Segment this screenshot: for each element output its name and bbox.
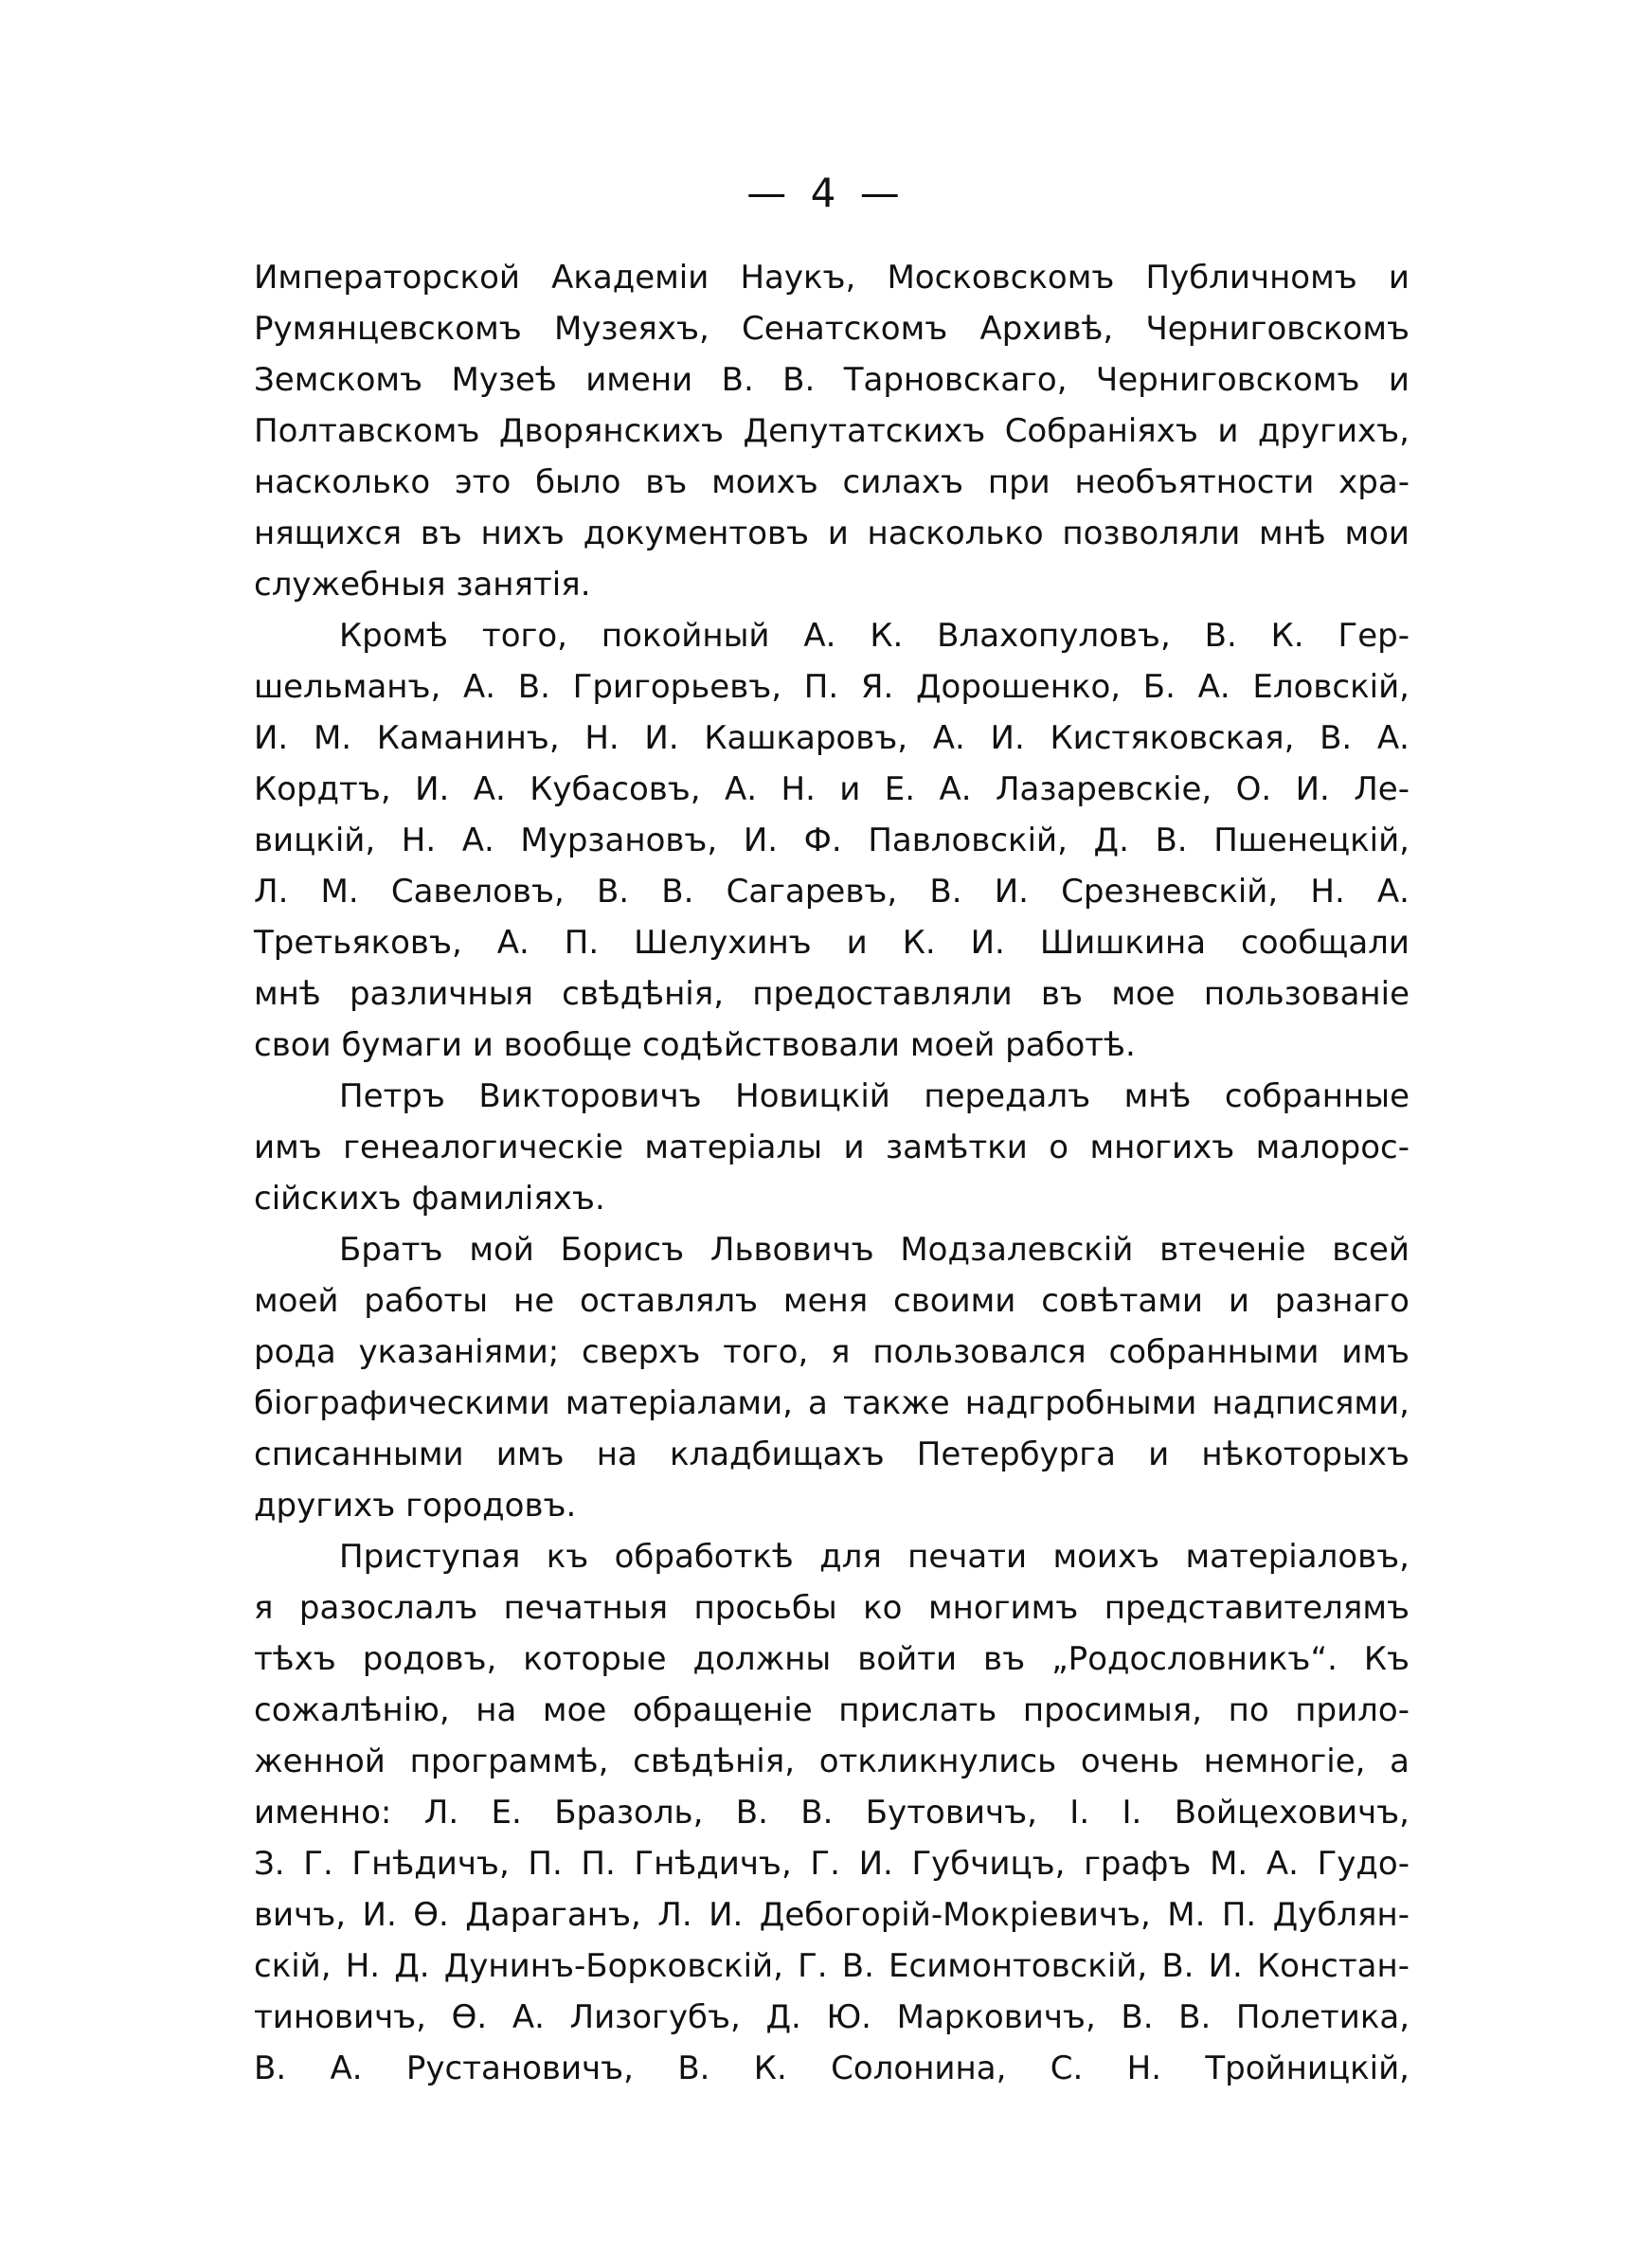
text-line: женной программѣ, свѣдѣнія, откликнулись очень немногіе, а (254, 1742, 1410, 1780)
paragraph (254, 610, 1410, 1071)
text-line: свои бумаги и вообще содѣйствовали моей работѣ. (254, 1026, 1136, 1064)
text-line: сійскихъ фамиліяхъ. (254, 1180, 605, 1218)
text-line: моей работы не оставлялъ меня своими совѣтами и разнаго (254, 1282, 1410, 1320)
text-line: именно: Л. Е. Бразоль, В. В. Бутовичъ, І. І. Войцеховичъ, (254, 1794, 1410, 1832)
paragraph (254, 1071, 1410, 1224)
text-line: шельманъ, А. В. Григорьевъ, П. Я. Дорошенко, Б. А. Еловскій, (254, 668, 1410, 706)
text-line: нящихся въ нихъ документовъ и насколько позволяли мнѣ мои (254, 515, 1410, 552)
text-line: тиновичъ, Ѳ. А. Лизогубъ, Д. Ю. Марковичъ, В. В. Полетика, (254, 1998, 1410, 2036)
text-line: вицкій, Н. А. Мурзановъ, И. Ф. Павловскій, Д. В. Пшенецкій, (254, 822, 1410, 859)
body-text (254, 252, 1410, 2094)
text-line: Кромѣ того, покойный А. К. Влахопуловъ, В. К. Гер- (339, 617, 1410, 655)
text-line: я разослалъ печатныя просьбы ко многимъ представителямъ (254, 1589, 1410, 1627)
text-line: Петръ Викторовичъ Новицкій передалъ мнѣ собранные (339, 1077, 1410, 1115)
text-line: И. М. Каманинъ, Н. И. Кашкаровъ, А. И. Кистяковская, В. А. (254, 719, 1410, 757)
text-line: Полтавскомъ Дворянскихъ Депутатскихъ Собраніяхъ и другихъ, (254, 412, 1410, 450)
page-number: — 4 — (746, 170, 906, 216)
text-line: другихъ городовъ. (254, 1487, 577, 1525)
text-line: вичъ, И. Ѳ. Дараганъ, Л. И. Дебогорій-Мокріевичъ, М. П. Дублян- (254, 1896, 1410, 1934)
text-line: скій, Н. Д. Дунинъ-Борковскій, Г. В. Есимонтовскій, В. И. Констан- (254, 1947, 1410, 1985)
text-line: В. А. Рустановичъ, В. К. Солонина, С. Н. Тройницкій, (254, 2049, 1410, 2087)
text-line: служебныя занятія. (254, 566, 591, 604)
text-line: сожалѣнію, на мое обращеніе прислать просимыя, по прило- (254, 1691, 1410, 1729)
text-line: Братъ мой Борисъ Львовичъ Модзалевскій втеченіе всей (339, 1231, 1410, 1269)
paragraph (254, 1224, 1410, 1531)
text-line: списанными имъ на кладбищахъ Петербурга и нѣкоторыхъ (254, 1435, 1410, 1473)
text-line: Приступая къ обработкѣ для печати моихъ матеріаловъ, (339, 1538, 1410, 1576)
text-line: рода указаніями; сверхъ того, я пользовался собранными имъ (254, 1333, 1410, 1371)
text-line: Земскомъ Музеѣ имени В. В. Тарновскаго, Черниговскомъ и (254, 361, 1410, 399)
text-line: Румянцевскомъ Музеяхъ, Сенатскомъ Архивѣ, Черниговскомъ (254, 310, 1410, 348)
text-line: насколько это было въ моихъ силахъ при необъятности хра- (254, 463, 1410, 501)
text-line: З. Г. Гнѣдичъ, П. П. Гнѣдичъ, Г. И. Губчицъ, графъ М. А. Гудо- (254, 1845, 1410, 1883)
paragraph (254, 252, 1410, 610)
text-line: Третьяковъ, А. П. Шелухинъ и К. И. Шишкина сообщали (254, 924, 1410, 962)
text-line: Кордтъ, И. А. Кубасовъ, А. Н. и Е. А. Лазаревскіе, О. И. Ле- (254, 770, 1410, 808)
text-line: имъ генеалогическіе матеріалы и замѣтки о многихъ малорос- (254, 1128, 1410, 1166)
text-line: біографическими матеріалами, а также надгробными надписями, (254, 1384, 1410, 1422)
paragraph (254, 1531, 1410, 2094)
text-line: Л. М. Савеловъ, В. В. Сагаревъ, В. И. Срезневскій, Н. А. (254, 873, 1410, 911)
text-line: Императорской Академіи Наукъ, Московскомъ Публичномъ и (254, 259, 1410, 297)
text-line: тѣхъ родовъ, которые должны войти въ „Родословникъ“. Къ (254, 1640, 1410, 1678)
text-line: мнѣ различныя свѣдѣнія, предоставляли въ мое пользованіе (254, 975, 1410, 1013)
